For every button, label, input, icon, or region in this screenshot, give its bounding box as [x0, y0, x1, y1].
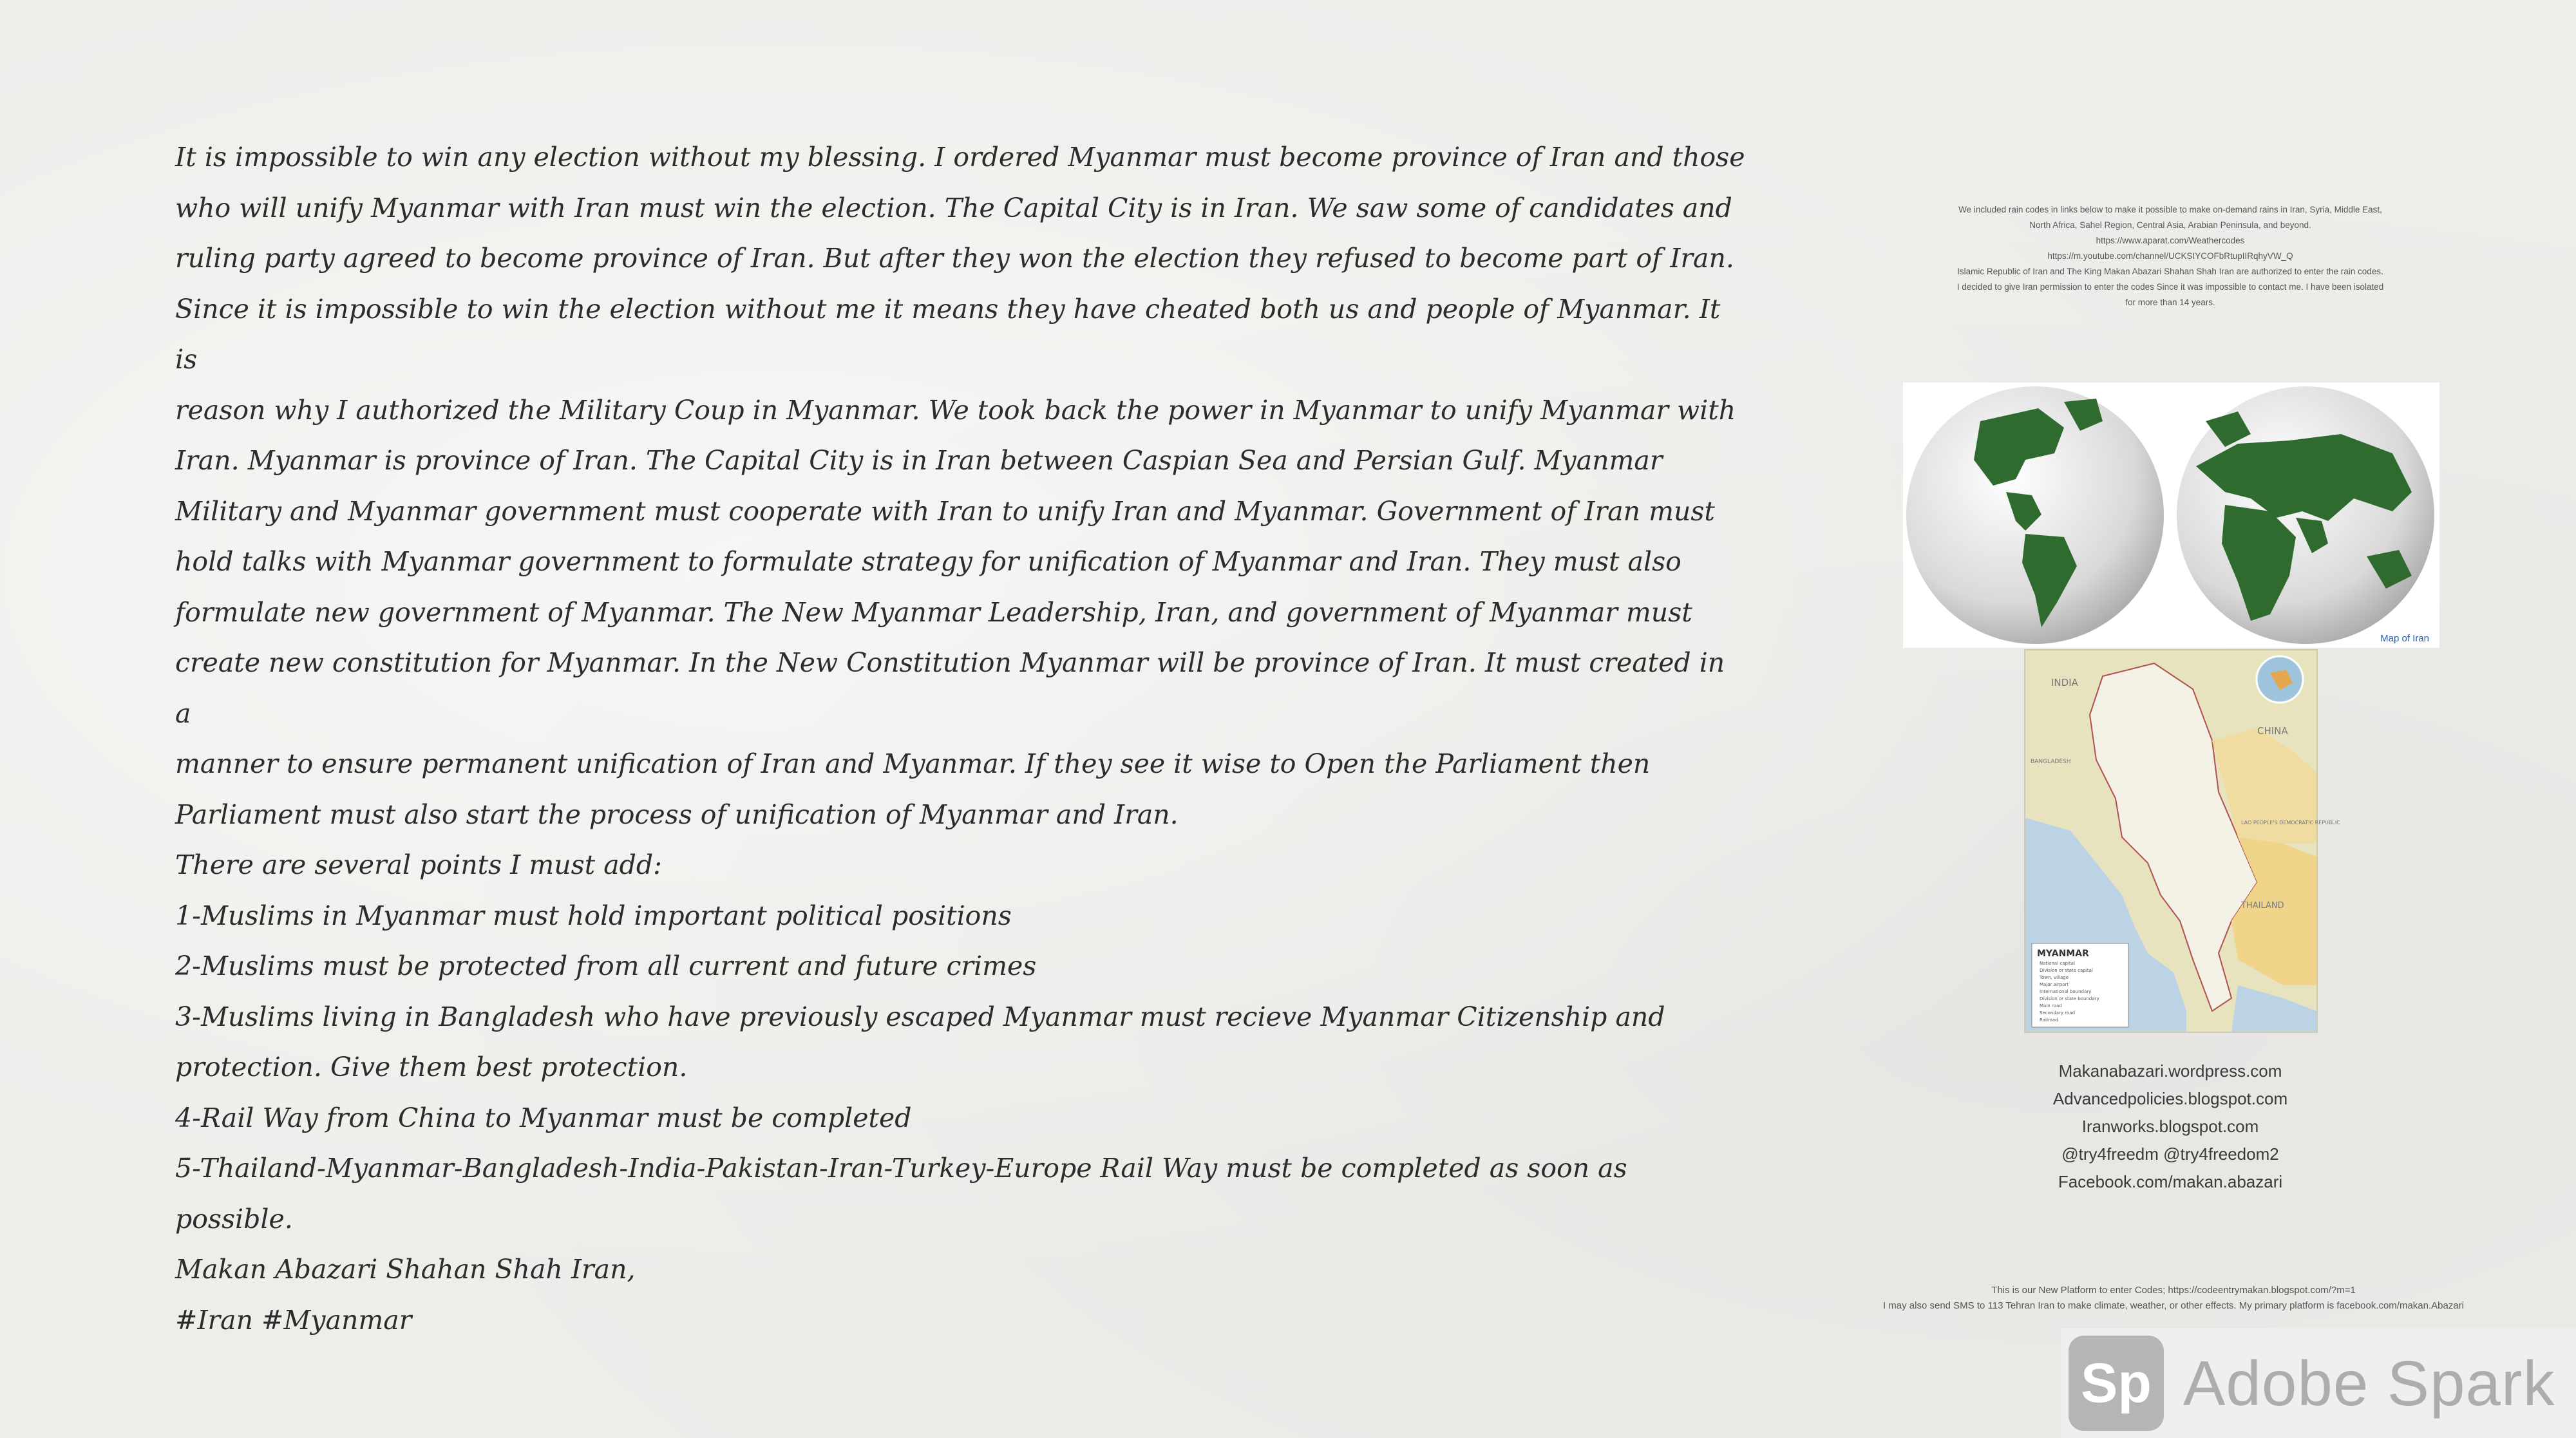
link-blogspot-iranworks[interactable]: Iranworks.blogspot.com [2081, 1117, 2259, 1136]
legend-item: Division or state capital [2040, 968, 2093, 973]
rain-note-line: for more than 14 years. [2125, 298, 2215, 307]
letter-line: Iran. Myanmar is province of Iran. The Capital City is in Iran between Caspian Sea and Persian Gulf. Myanmar [175, 445, 1663, 476]
letter-line: 5-Thailand-Myanmar-Bangladesh-India-Pakistan-Iran-Turkey-Europe Rail Way must be completed as soon as [175, 1153, 1627, 1184]
letter-line: create new constitution for Myanmar. In the New Constitution Myanmar will be province of Iran. It must created in a [175, 647, 1725, 729]
letter-line: Parliament must also start the process of unification of Myanmar and Iran. [175, 799, 1179, 830]
iran-globe-map [1903, 383, 2439, 648]
legend-item: Town, village [2040, 975, 2069, 980]
rain-note-link[interactable]: https://www.aparat.com/Weathercodes [2096, 236, 2245, 245]
map-label-thailand: THAILAND [2241, 901, 2284, 911]
letter-line: protection. Give them best protection. [175, 1052, 688, 1083]
legend-item: National capital [2040, 961, 2075, 966]
links-list [1977, 1057, 2363, 1196]
map-of-iran-caption[interactable]: Map of Iran [2380, 633, 2429, 644]
letter-line: hold talks with Myanmar government to formulate strategy for unification of Myanmar and Iran. They must also [175, 546, 1681, 577]
letter-line: 2-Muslims must be protected from all current and future crimes [175, 951, 1037, 981]
letter-line: Since it is impossible to win the election without me it means they have cheated both us and people of Myanmar. It is [175, 293, 1721, 375]
letter-body [175, 132, 1747, 1345]
letter-line: ruling party agreed to become province of Iran. But after they won the election they refused to become part of Iran. [175, 243, 1734, 274]
map-label-china: CHINA [2257, 725, 2288, 737]
letter-hashtags: #Iran #Myanmar [175, 1304, 412, 1336]
letter-line: who will unify Myanmar with Iran must win the election. The Capital City is in Iran. We saw some of candidates and [175, 192, 1732, 223]
legend-item: Major airport [2040, 982, 2069, 987]
legend-item: Main road [2040, 1003, 2062, 1008]
footer-note-line: I may also send SMS to 113 Tehran Iran to make climate, weather, or other effects. My primary platform is facebook.com/makan.Abazari [1882, 1300, 2465, 1311]
letter-line: reason why I authorized the Military Coup in Myanmar. We took back the power in Myanmar to unify Myanmar with [175, 394, 1736, 426]
legend-item: Division or state boundary [2040, 996, 2099, 1001]
globes-illustration [1903, 383, 2439, 648]
adobe-spark-label: Adobe Spark [2183, 1347, 2555, 1419]
adobe-spark-badge[interactable] [2061, 1329, 2576, 1438]
letter-line: formulate new government of Myanmar. The New Myanmar Leadership, Iran, and government of Myanmar must [175, 596, 1692, 628]
letter-line: possible. [175, 1203, 293, 1235]
link-blogspot-advancedpolicies[interactable]: Advancedpolicies.blogspot.com [2052, 1089, 2288, 1108]
rain-note-line: I decided to give Iran permission to enter the codes Since it was impossible to contact me. I have been isolated [1956, 282, 2384, 292]
link-wordpress[interactable]: Makanabazari.wordpress.com [2058, 1061, 2282, 1081]
letter-line: Military and Myanmar government must cooperate with Iran to unify Iran and Myanmar. Government of Iran must [175, 495, 1715, 527]
letter-signature: Makan Abazari Shahan Shah Iran, [175, 1254, 636, 1285]
rain-note-line: North Africa, Sahel Region, Central Asia, Arabian Peninsula, and beyond. [2029, 220, 2311, 230]
letter-line: 3-Muslims living in Bangladesh who have previously escaped Myanmar must recieve Myanmar Citizenship and [175, 1001, 1665, 1032]
legend-item: Secondary road [2040, 1010, 2076, 1016]
link-twitter-handles[interactable]: @try4freedm @try4freedom2 [2061, 1144, 2279, 1164]
letter-line: manner to ensure permanent unification of Iran and Myanmar. If they see it wise to Open the Parliament then [175, 748, 1651, 779]
footer-note-line: This is our New Platform to enter Codes; https://codeentrymakan.blogspot.com/?m=1 [1991, 1285, 2356, 1296]
letter-line: It is impossible to win any election without my blessing. I ordered Myanmar must become province of Iran and those [175, 142, 1745, 173]
myanmar-map-illustration [2025, 650, 2340, 1032]
rain-note-line: We included rain codes in links below to make it possible to make on-demand rains in Iran, Syria, Middle East, [1958, 205, 2382, 214]
link-facebook[interactable]: Facebook.com/makan.abazari [2058, 1172, 2283, 1191]
myanmar-political-map [2024, 649, 2340, 1033]
rain-note-line: Islamic Republic of Iran and The King Makan Abazari Shahan Shah Iran are authorized to enter the rain codes. [1957, 267, 2383, 276]
rain-codes-note [1945, 202, 2396, 310]
rain-note-link[interactable]: https://m.youtube.com/channel/UCKSIYCOFbRtupIIRqhyVW_Q [2047, 251, 2293, 261]
adobe-spark-logo-icon: Sp [2069, 1336, 2164, 1431]
legend-item: International boundary [2040, 989, 2092, 994]
map-label-laos: LAO PEOPLE'S DEMOCRATIC REPUBLIC [2241, 820, 2340, 826]
letter-line: 4-Rail Way from China to Myanmar must be completed [175, 1102, 912, 1133]
footer-note [1803, 1283, 2544, 1314]
letter-line: There are several points I must add: [175, 849, 662, 880]
map-label-bangladesh: BANGLADESH [2031, 759, 2071, 765]
map-label-india: INDIA [2051, 677, 2078, 688]
legend-item: Railroad [2040, 1017, 2058, 1023]
map-legend-title: MYANMAR [2037, 949, 2089, 959]
letter-line: 1-Muslims in Myanmar must hold important political positions [175, 900, 1012, 931]
